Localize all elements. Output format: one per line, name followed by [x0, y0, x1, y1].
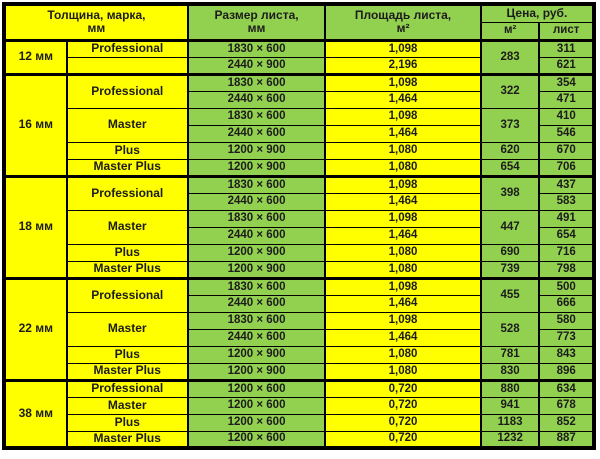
price-sheet-cell: 773: [539, 329, 594, 346]
table-row: [4, 397, 594, 414]
price-sheet-cell: 491: [539, 210, 594, 227]
price-sheet-cell: 852: [539, 414, 594, 431]
price-sheet-cell: 471: [539, 91, 594, 108]
area-cell: 1,098: [325, 40, 481, 57]
table-row: [4, 363, 594, 380]
brand-cell: Plus: [67, 346, 188, 363]
header-sheet-size-line1: Размер листа,: [214, 7, 299, 22]
price-sheet-cell: 354: [539, 74, 594, 91]
header-sheet-area: [325, 4, 481, 40]
price-sheet-cell: 706: [539, 159, 594, 176]
price-sheet-cell: 311: [539, 40, 594, 57]
price-m2-cell: 447: [481, 210, 540, 244]
price-sheet-cell: 798: [539, 261, 594, 278]
header-sheet-size: [188, 4, 325, 40]
area-cell: 1,080: [325, 244, 481, 261]
header-sheet-area-line1: Площадь листа,: [354, 7, 452, 22]
price-m2-cell: 398: [481, 176, 540, 210]
price-sheet-cell: 716: [539, 244, 594, 261]
size-cell: 1200 × 900: [188, 159, 325, 176]
table-row: [4, 176, 594, 193]
header-thickness-brand-line2: мм: [87, 21, 106, 36]
area-cell: 1,098: [325, 210, 481, 227]
brand-cell: Professional: [67, 40, 188, 57]
price-sheet-cell: 670: [539, 142, 594, 159]
header-sheet-size-line2: мм: [247, 21, 266, 36]
table-row: [4, 380, 594, 397]
brand-cell: Master: [67, 108, 188, 142]
size-cell: 2440 × 600: [188, 193, 325, 210]
table-row: [4, 312, 594, 329]
price-m2-cell: 781: [481, 346, 540, 363]
area-cell: 1,464: [325, 91, 481, 108]
size-cell: 1200 × 900: [188, 346, 325, 363]
price-table: [2, 2, 596, 450]
price-m2-cell: 283: [481, 40, 540, 74]
price-m2-cell: 373: [481, 108, 540, 142]
price-m2-cell: 455: [481, 278, 540, 312]
area-cell: 0,720: [325, 431, 481, 448]
brand-cell: Professional: [67, 380, 188, 397]
brand-cell-empty: [67, 57, 188, 74]
table-row: [4, 414, 594, 431]
size-cell: 2440 × 900: [188, 57, 325, 74]
brand-cell: Plus: [67, 244, 188, 261]
price-sheet-cell: 678: [539, 397, 594, 414]
size-cell: 1200 × 900: [188, 261, 325, 278]
price-m2-cell: 528: [481, 312, 540, 346]
header-price: Цена, руб.: [481, 4, 594, 22]
price-sheet-cell: 437: [539, 176, 594, 193]
area-cell: 1,464: [325, 193, 481, 210]
price-sheet-cell: 634: [539, 380, 594, 397]
area-cell: 1,098: [325, 74, 481, 91]
size-cell: 2440 × 600: [188, 329, 325, 346]
price-m2-cell: 1232: [481, 431, 540, 448]
thickness-cell: 16 мм: [4, 74, 67, 176]
size-cell: 1830 × 600: [188, 40, 325, 57]
brand-cell: Master: [67, 312, 188, 346]
table-row: [4, 74, 594, 91]
price-sheet-cell: 887: [539, 431, 594, 448]
area-cell: 0,720: [325, 414, 481, 431]
header-price-m2: м²: [481, 22, 540, 40]
price-sheet-cell: 843: [539, 346, 594, 363]
brand-cell: Master Plus: [67, 431, 188, 448]
brand-cell: Professional: [67, 74, 188, 108]
price-sheet-cell: 500: [539, 278, 594, 295]
price-sheet-cell: 666: [539, 295, 594, 312]
size-cell: 1200 × 900: [188, 142, 325, 159]
price-sheet-cell: 621: [539, 57, 594, 74]
size-cell: 1830 × 600: [188, 210, 325, 227]
area-cell: 1,080: [325, 159, 481, 176]
size-cell: 1200 × 600: [188, 431, 325, 448]
area-cell: 1,098: [325, 278, 481, 295]
price-m2-cell: 620: [481, 142, 540, 159]
brand-cell: Plus: [67, 142, 188, 159]
area-cell: 1,098: [325, 176, 481, 193]
header-thickness-brand-line1: Толщина, марка,: [47, 7, 146, 22]
size-cell: 2440 × 600: [188, 91, 325, 108]
table-row: [4, 142, 594, 159]
area-cell: 1,098: [325, 108, 481, 125]
price-m2-cell: 830: [481, 363, 540, 380]
area-cell: 0,720: [325, 380, 481, 397]
price-m2-cell: 654: [481, 159, 540, 176]
area-cell: 1,464: [325, 329, 481, 346]
thickness-cell: 12 мм: [4, 40, 67, 74]
area-cell: 1,080: [325, 142, 481, 159]
area-cell: 0,720: [325, 397, 481, 414]
table-row: [4, 278, 594, 295]
area-cell: 2,196: [325, 57, 481, 74]
header-thickness-brand: [4, 4, 188, 40]
brand-cell: Plus: [67, 414, 188, 431]
price-m2-cell: 322: [481, 74, 540, 108]
price-m2-cell: 739: [481, 261, 540, 278]
table-row: [4, 244, 594, 261]
brand-cell: Master Plus: [67, 261, 188, 278]
size-cell: 1200 × 600: [188, 397, 325, 414]
brand-cell: Master: [67, 210, 188, 244]
price-m2-cell: 1183: [481, 414, 540, 431]
table-row: [4, 108, 594, 125]
table-row: [4, 431, 594, 448]
table-row: [4, 210, 594, 227]
size-cell: 1200 × 900: [188, 363, 325, 380]
size-cell: 1200 × 600: [188, 380, 325, 397]
size-cell: 1200 × 600: [188, 414, 325, 431]
size-cell: 1830 × 600: [188, 108, 325, 125]
header-sheet-area-line2: м²: [396, 21, 410, 36]
header-price-sheet: лист: [539, 22, 594, 40]
thickness-cell: 18 мм: [4, 176, 67, 278]
area-cell: 1,080: [325, 363, 481, 380]
table-row: [4, 159, 594, 176]
price-sheet-cell: 546: [539, 125, 594, 142]
price-sheet-cell: 654: [539, 227, 594, 244]
size-cell: 1830 × 600: [188, 74, 325, 91]
brand-cell: Professional: [67, 176, 188, 210]
area-cell: 1,098: [325, 312, 481, 329]
brand-cell: Master Plus: [67, 159, 188, 176]
size-cell: 1200 × 900: [188, 244, 325, 261]
thickness-cell: 22 мм: [4, 278, 67, 380]
area-cell: 1,080: [325, 261, 481, 278]
size-cell: 2440 × 600: [188, 227, 325, 244]
size-cell: 2440 × 600: [188, 125, 325, 142]
table-row: [4, 346, 594, 363]
price-m2-cell: 690: [481, 244, 540, 261]
price-sheet-cell: 410: [539, 108, 594, 125]
size-cell: 2440 × 600: [188, 295, 325, 312]
price-sheet-cell: 580: [539, 312, 594, 329]
size-cell: 1830 × 600: [188, 278, 325, 295]
size-cell: 1830 × 600: [188, 176, 325, 193]
brand-cell: Master: [67, 397, 188, 414]
area-cell: 1,464: [325, 227, 481, 244]
area-cell: 1,464: [325, 295, 481, 312]
price-sheet-cell: 583: [539, 193, 594, 210]
table-row: [4, 261, 594, 278]
thickness-cell: 38 мм: [4, 380, 67, 448]
size-cell: 1830 × 600: [188, 312, 325, 329]
area-cell: 1,080: [325, 346, 481, 363]
price-sheet-cell: 896: [539, 363, 594, 380]
price-m2-cell: 941: [481, 397, 540, 414]
area-cell: 1,464: [325, 125, 481, 142]
price-m2-cell: 880: [481, 380, 540, 397]
table-row: [4, 40, 594, 57]
brand-cell: Professional: [67, 278, 188, 312]
brand-cell: Master Plus: [67, 363, 188, 380]
